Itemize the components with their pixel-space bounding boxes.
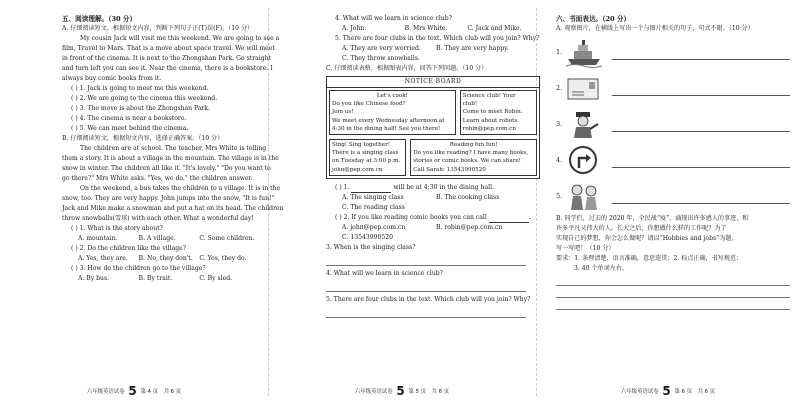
options <box>326 24 530 34</box>
page-footer <box>536 384 800 398</box>
notice-science <box>460 90 537 135</box>
options <box>62 254 260 264</box>
page-2 <box>268 0 540 404</box>
part-c-instruction: C. 仔细阅读表格，根据图表内容，回答下列问题。（10 分） <box>326 65 488 72</box>
footer-number: 5 <box>128 384 137 398</box>
picture-item <box>556 34 790 70</box>
option[interactable]: B. They are very happy. <box>436 45 509 52</box>
question-text: ( ) 2. If you like reading comic books you can call <box>335 213 487 221</box>
tf-item[interactable]: ( ) 3. The move is about the Zhongshan Park. <box>71 105 210 112</box>
question: 4. What will we learn in science club? <box>326 269 443 277</box>
passage-line: in front of the cinema. It is next to the Zhongshan Park. Go straight <box>62 55 272 62</box>
notice-line: Sing! Sing together! <box>332 142 391 149</box>
item-number: 1. <box>556 48 563 56</box>
notice-line: on Tuesday at 3:00 p.m. <box>332 158 401 165</box>
tf-item[interactable]: ( ) 5. We can meet behind the cinema. <box>71 125 189 132</box>
part-b-line: 许多平凡又伟大的人。长大之后，你想做什么样的工作呢？为了 <box>556 225 727 232</box>
footer-label: 六年级英语试卷 <box>354 389 393 395</box>
option[interactable]: B. The cooking class <box>436 193 500 201</box>
footer-number: 5 <box>662 384 671 398</box>
options <box>62 234 260 244</box>
footer-label: 六年级英语试卷 <box>86 389 125 395</box>
option[interactable]: B. By trait. <box>138 275 173 282</box>
picture-item <box>556 70 790 106</box>
question[interactable] <box>326 183 530 193</box>
question: 5. There are four clubs in the text. Which club will you join? Why? <box>326 295 531 303</box>
footer-page: 第 6 页 共 6 页 <box>674 389 716 395</box>
notice-line: There is a singing class <box>332 150 399 157</box>
option[interactable]: C. The reading class <box>342 203 405 211</box>
passage-line: film, Travel to Mars. That is a move about space travel. We will meet <box>62 45 275 52</box>
notice-line: Join us! <box>332 109 354 116</box>
options <box>326 203 530 213</box>
option[interactable]: C. Jack and Mike. <box>467 25 522 32</box>
picture-item <box>556 178 790 214</box>
question[interactable]: 5. There are four clubs in the text. Which club will you join? Why? <box>335 35 540 42</box>
writing-line[interactable] <box>556 274 790 286</box>
notice-board-title: NOTICE BOARD <box>327 77 539 88</box>
question-prefix: ( ) 1. <box>335 183 350 191</box>
notice-singing <box>329 139 406 176</box>
passage-line: them a story. It is about a village in the mountain. The village is in the <box>62 155 279 162</box>
option[interactable]: C. Yes, they do. <box>199 255 247 262</box>
item-number: 5. <box>556 192 563 200</box>
options <box>326 233 530 243</box>
answer-line[interactable] <box>326 279 526 292</box>
section-title: 五、阅读理解。（30 分） <box>62 15 137 23</box>
passage-line: snow in winter. The children all like it. "It's lovely." "Do you want to <box>62 165 271 172</box>
passage-line: My cousin Jack will visit me this weekend. We are going to see a <box>80 35 280 42</box>
notice-line: Come to meet Robin. <box>462 109 523 116</box>
notice-line: club! <box>462 101 478 108</box>
answer-line[interactable] <box>612 117 790 132</box>
passage-line: go there?" Mrs White asks. "Yes, we do." the children answer. <box>62 175 253 182</box>
page-footer <box>268 384 536 398</box>
part-b-line: 写一写吧！（10 分） <box>556 245 615 252</box>
item-number: 3. <box>556 120 563 128</box>
part-b-line: 实现自己的梦想，你会怎么做呢？请以“Hobbies and jobs”为题， <box>556 235 738 242</box>
picture-item <box>556 142 790 178</box>
tf-item[interactable]: ( ) 2. We are going to the cinema this weekend. <box>71 95 218 102</box>
picture-item <box>556 106 790 142</box>
writing-line[interactable] <box>556 286 790 298</box>
part-b-line: B. 同学们，过去的 2020 年，全民战“疫”，涌现出许多感人的事迹，和 <box>556 215 749 222</box>
question[interactable]: ( ) 1. What is the story about? <box>71 225 163 232</box>
question: 3. When is the singing class? <box>326 243 416 251</box>
footer-page: 第 4 页 共 6 页 <box>140 389 182 395</box>
part-b-line: 3. 40 个单词左右。 <box>574 265 629 272</box>
question[interactable]: 4. What will we learn in science club? <box>335 15 452 22</box>
part-a-instruction: A. 观察图片，在横线上写出一个与图片相关的句子，句式不限。（10 分） <box>556 25 754 32</box>
question-text: will be at 4:30 in the dining hall. <box>393 183 495 191</box>
option[interactable]: C. 13543990520 <box>342 233 393 241</box>
option[interactable]: C. Some children. <box>199 235 255 242</box>
option[interactable]: B. No, they don't. <box>138 255 193 262</box>
passage-line: snow, too. They are very happy. John jumps into the snow, "It is fun!" <box>62 195 275 202</box>
answer-line[interactable] <box>612 81 790 96</box>
notice-line: Let's cook! <box>376 93 408 99</box>
notice-board <box>326 76 540 179</box>
notice-reading <box>410 139 537 176</box>
postcard-icon <box>566 73 602 103</box>
part-a-instruction: A. 仔细阅读短文，根据短文内容，判断下列句子正(T)误(F)。（10 分） <box>62 25 254 32</box>
option[interactable]: B. A village. <box>138 235 176 242</box>
notice-line: robin@pep.com.cn <box>462 125 516 132</box>
notice-line: Do you like Chinese food? <box>332 101 406 108</box>
part-b-line: 要求：1. 条理清楚，语言准确，意思连贯；2. 标点正确，书写规范； <box>556 255 743 262</box>
answer-line[interactable] <box>326 305 526 318</box>
options <box>326 54 530 64</box>
option[interactable]: A. By bus. <box>78 275 110 282</box>
page-3 <box>536 0 800 404</box>
tf-item[interactable]: ( ) 4. The cinema is near a bookstore. <box>71 115 187 122</box>
page-1 <box>0 0 284 404</box>
option[interactable]: A. Yes, they are. <box>78 255 128 262</box>
options <box>326 223 530 233</box>
notice-line: Reading fun fun! <box>449 142 498 149</box>
ship-icon <box>566 37 602 67</box>
notice-line: john@pep.com.cn <box>332 166 383 173</box>
item-number: 2. <box>556 84 563 92</box>
option[interactable]: A. john@pep.com.cn <box>342 223 406 231</box>
notice-line: Do you like reading? I have many books, <box>413 150 529 157</box>
options <box>326 44 530 54</box>
notice-line: We meet every Wednesday afternoon at <box>332 117 445 124</box>
passage-line: Jack and Mike make a snowman and put a hat on its head. The children <box>62 205 284 212</box>
notice-cooking <box>329 90 456 135</box>
footer-number: 5 <box>396 384 405 398</box>
option[interactable]: B. robin@pep.com.cn <box>436 223 503 231</box>
option[interactable]: B. Mrs White. <box>404 25 448 32</box>
writing-line[interactable] <box>556 298 790 310</box>
option[interactable]: A. They are very worried. <box>342 45 421 52</box>
answer-line[interactable] <box>612 45 790 60</box>
passage-line: On the weekend, a bus takes the children to a village. It is in the <box>80 185 281 192</box>
two-children-icon <box>566 181 602 211</box>
question[interactable]: ( ) 3. How do the children go to the village? <box>71 265 206 272</box>
footer-label: 六年级英语试卷 <box>620 389 659 395</box>
police-officer-icon <box>566 109 602 139</box>
section-title: 六、书面表达。（20 分） <box>556 15 631 23</box>
notice-line: Science club! Your <box>462 93 516 99</box>
answer-line[interactable] <box>612 189 790 204</box>
option[interactable]: C. By sled. <box>199 275 233 282</box>
question[interactable]: ( ) 2. If you like reading comic books you can call . <box>335 213 531 221</box>
passage-line: throw snowballs(雪球) with each other. What a wonderful day! <box>62 215 254 222</box>
tf-item[interactable]: ( ) 1. Jack is going to meet me this weekend. <box>71 85 209 92</box>
option[interactable]: A. mountain. <box>78 235 118 242</box>
notice-line: stories or comic books. We can share! <box>413 158 521 165</box>
turn-right-sign-icon <box>566 145 602 175</box>
page-footer <box>0 384 268 398</box>
options <box>326 193 530 203</box>
option[interactable]: A. The singing class <box>342 193 404 201</box>
notice-line: Learn about robots. <box>462 117 519 124</box>
option[interactable]: A. John. <box>342 25 367 32</box>
notice-line: Call Sarah: 13543990520 <box>413 166 486 173</box>
passage-line: and turn left you can see it. Near the cinema, there is a bookstore. I <box>62 65 273 72</box>
item-number: 4. <box>556 156 563 164</box>
passage-line: always buy comic books from it. <box>62 75 162 82</box>
part-b-instruction: B. 仔细阅读短文，根据短文内容，选择正确答案。（10 分） <box>62 135 224 142</box>
answer-line[interactable] <box>326 253 526 266</box>
option[interactable]: C. They throw snowballs. <box>342 55 420 62</box>
notice-line: 4:30 in the dining hall! See you there! <box>332 125 441 132</box>
writing-area <box>556 274 790 310</box>
passage-line: The children are at school. The teacher, Mrs White is telling <box>80 145 267 152</box>
answer-line[interactable] <box>612 153 790 168</box>
question[interactable]: ( ) 2. Do the children like the village? <box>71 245 187 252</box>
footer-page: 第 5 页 共 6 页 <box>408 389 450 395</box>
options <box>62 274 260 284</box>
